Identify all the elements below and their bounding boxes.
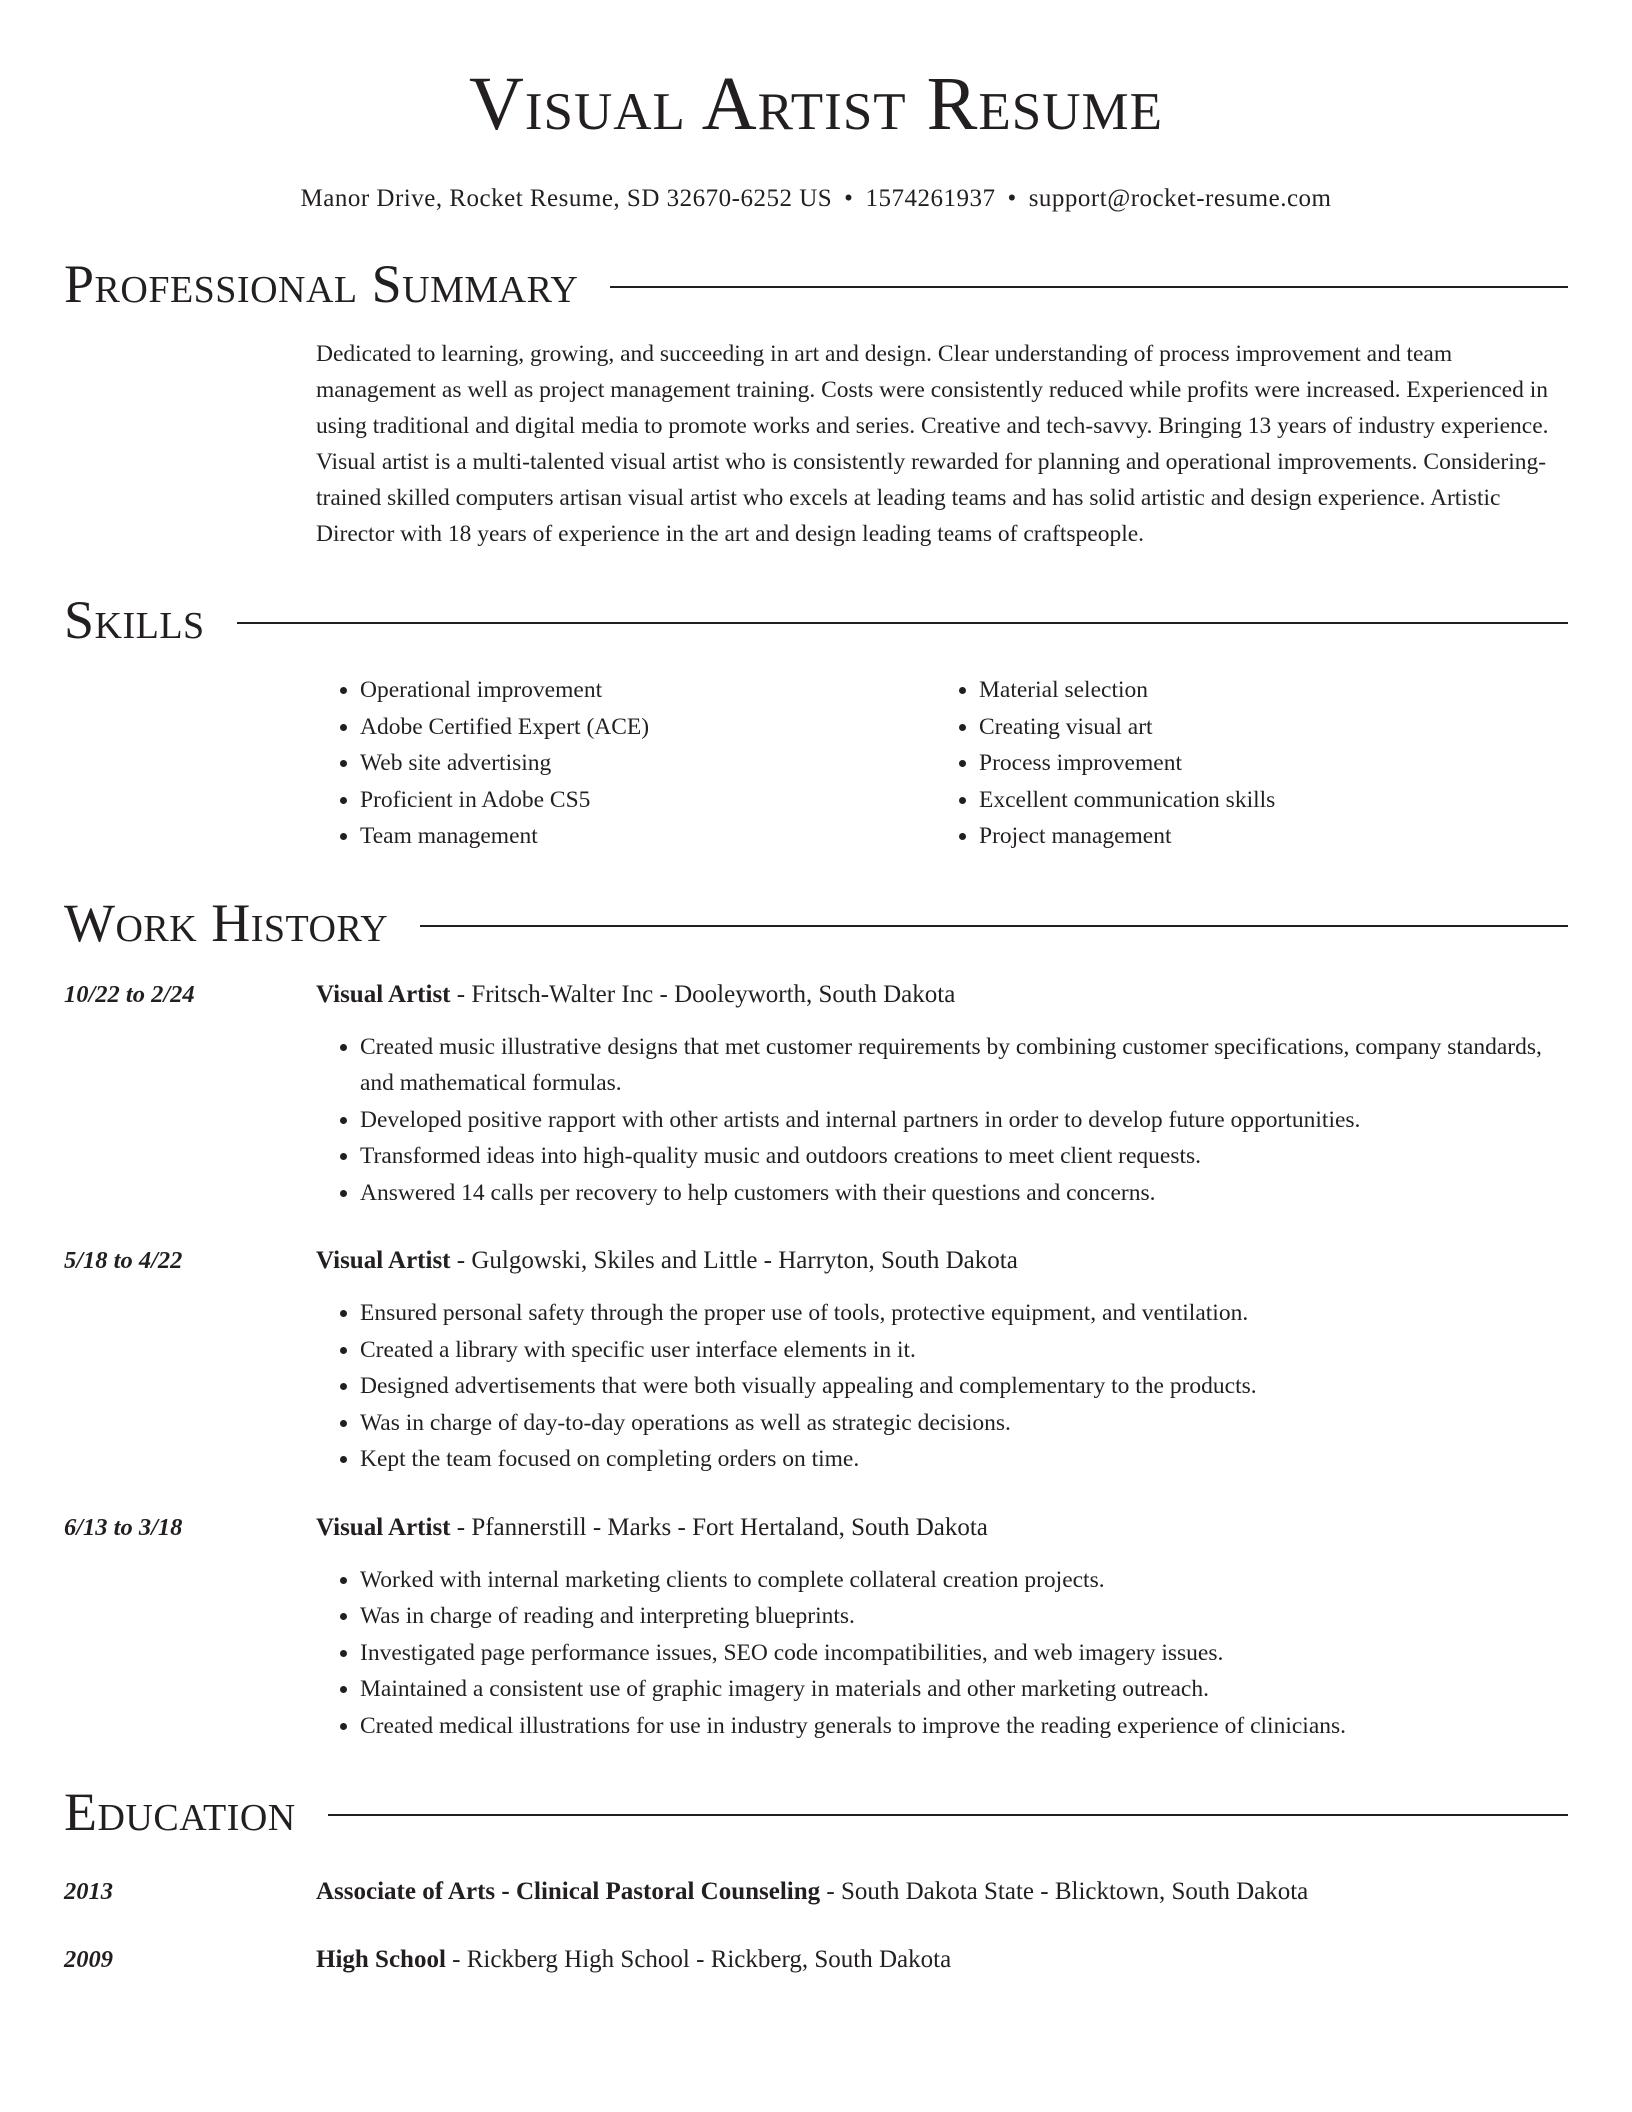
resume-title: Visual Artist Resume <box>469 62 1163 146</box>
job-details: - Fritsch-Walter Inc - Dooleyworth, South Dakota <box>450 980 956 1008</box>
skills-column-left <box>316 672 935 855</box>
work-entry-body <box>316 1510 1568 1745</box>
work-bullets <box>316 1029 1568 1212</box>
education-section-header <box>64 1780 1568 1844</box>
education-entry <box>64 1942 1568 1978</box>
skill-item: • Operational improvement <box>360 672 935 709</box>
work-entry <box>64 977 1568 1212</box>
skill-item: • Project management <box>979 818 1554 855</box>
education-entry-body <box>316 1942 1568 1978</box>
education-entry-title <box>316 1942 1568 1978</box>
education-year: 2009 <box>64 1946 113 1973</box>
education-entry <box>64 1874 1568 1910</box>
summary-section-header <box>64 252 1568 316</box>
work-dates: 6/13 to 3/18 <box>64 1513 183 1541</box>
work-entry-title <box>316 1510 1568 1546</box>
skills-section-header <box>64 588 1568 652</box>
summary-heading: Professional Summary <box>64 254 579 314</box>
work-bullet: • Ensured personal safety through the proper use of tools, protective equipment, and ventilation. <box>360 1295 1568 1332</box>
work-bullet: • Was in charge of day-to-day operations as well as strategic decisions. <box>360 1405 1568 1442</box>
work-bullet: • Transformed ideas into high-quality music and outdoors creations to meet client requests. <box>360 1138 1568 1175</box>
degree-name: High School <box>316 1946 446 1973</box>
work-entry-body <box>316 1243 1568 1478</box>
contact-address: Manor Drive, Rocket Resume, SD 32670-6252 US <box>300 185 833 212</box>
section-divider <box>328 1814 1568 1816</box>
work-bullets <box>316 1295 1568 1478</box>
work-bullet: • Investigated page performance issues, SEO code incompatibilities, and web imagery issues. <box>360 1635 1568 1672</box>
skill-item: • Excellent communication skills <box>979 782 1554 819</box>
work-bullet: • Created medical illustrations for use in industry generals to improve the reading experience of clinicians. <box>360 1708 1568 1745</box>
work-bullet: • Answered 14 calls per recovery to help customers with their questions and concerns. <box>360 1175 1568 1212</box>
skills-heading: Skills <box>64 590 205 650</box>
skills-column-right <box>935 672 1554 855</box>
skill-item: • Adobe Certified Expert (ACE) <box>360 709 935 746</box>
work-bullet: • Designed advertisements that were both visually appealing and complementary to the products. <box>360 1368 1568 1405</box>
work-bullet: • Created a library with specific user interface elements in it. <box>360 1332 1568 1369</box>
education-heading: Education <box>64 1782 296 1842</box>
work-heading: Work History <box>64 892 389 953</box>
section-divider <box>237 622 1568 624</box>
section-divider <box>420 925 1568 927</box>
section-divider <box>610 286 1568 288</box>
work-dates: 5/18 to 4/22 <box>64 1247 183 1274</box>
job-role: Visual Artist <box>316 1513 451 1541</box>
education-details: - South Dakota State - Blicktown, South Dakota <box>820 1878 1309 1905</box>
education-year: 2013 <box>64 1878 113 1905</box>
work-entry <box>64 1510 1568 1745</box>
education-details: - Rickberg High School - Rickberg, South Dakota <box>445 1946 952 1973</box>
skill-item: • Creating visual art <box>979 709 1554 746</box>
contact-email: support@rocket-resume.com <box>1028 185 1332 212</box>
contact-separator: • <box>844 185 854 212</box>
contact-phone: 1574261937 <box>865 185 996 212</box>
skill-item: • Proficient in Adobe CS5 <box>360 782 935 819</box>
work-bullets <box>316 1562 1568 1745</box>
job-role: Visual Artist <box>316 1247 451 1274</box>
work-entry-body <box>316 977 1568 1212</box>
work-bullet: • Was in charge of reading and interpreting blueprints. <box>360 1598 1568 1635</box>
work-entry-title <box>316 977 1568 1013</box>
job-details: - Pfannerstill - Marks - Fort Hertaland, South Dakota <box>450 1513 988 1541</box>
skill-item: • Team management <box>360 818 935 855</box>
skills-list <box>316 672 1568 855</box>
work-section-header <box>64 891 1568 955</box>
education-entry-body <box>316 1874 1568 1910</box>
contact-line <box>64 182 1568 216</box>
work-dates: 10/22 to 2/24 <box>64 980 195 1008</box>
work-entry <box>64 1243 1568 1478</box>
work-bullet: • Maintained a consistent use of graphic imagery in materials and other marketing outreach. <box>360 1671 1568 1708</box>
skill-item: • Web site advertising <box>360 745 935 782</box>
work-entry-title <box>316 1243 1568 1279</box>
work-bullet: • Worked with internal marketing clients to complete collateral creation projects. <box>360 1562 1568 1599</box>
skill-item: • Material selection <box>979 672 1554 709</box>
education-entry-title <box>316 1874 1568 1910</box>
work-bullet: • Kept the team focused on completing orders on time. <box>360 1441 1568 1478</box>
work-bullet: • Developed positive rapport with other artists and internal partners in order to develop future opportunities. <box>360 1102 1568 1139</box>
job-details: - Gulgowski, Skiles and Little - Harryton, South Dakota <box>450 1247 1018 1274</box>
job-role: Visual Artist <box>316 980 451 1008</box>
work-bullet: • Created music illustrative designs that met customer requirements by combining customer specifications, company standards, and mathematical formulas. <box>360 1029 1568 1102</box>
summary-text: Dedicated to learning, growing, and succeeding in art and design. Clear understanding of process improvement and team management as well as project management training. Costs were consistently reduced while profits were increased. Experienced in using traditional and digital media to promote works and series. Creative and tech-savvy. Bringing 13 years of industry experience. Visual artist is a multi-talented visual artist who is consistently rewarded for planning and operational improvements. Considering-trained skilled computers artisan visual artist who excels at leading teams and has solid artistic and design experience. Artistic Director with 18 years of experience in the art and design leading teams of craftspeople. <box>316 341 1549 547</box>
degree-name: Associate of Arts - Clinical Pastoral Counseling <box>316 1878 821 1905</box>
contact-separator: • <box>1007 185 1017 212</box>
skill-item: • Process improvement <box>979 745 1554 782</box>
